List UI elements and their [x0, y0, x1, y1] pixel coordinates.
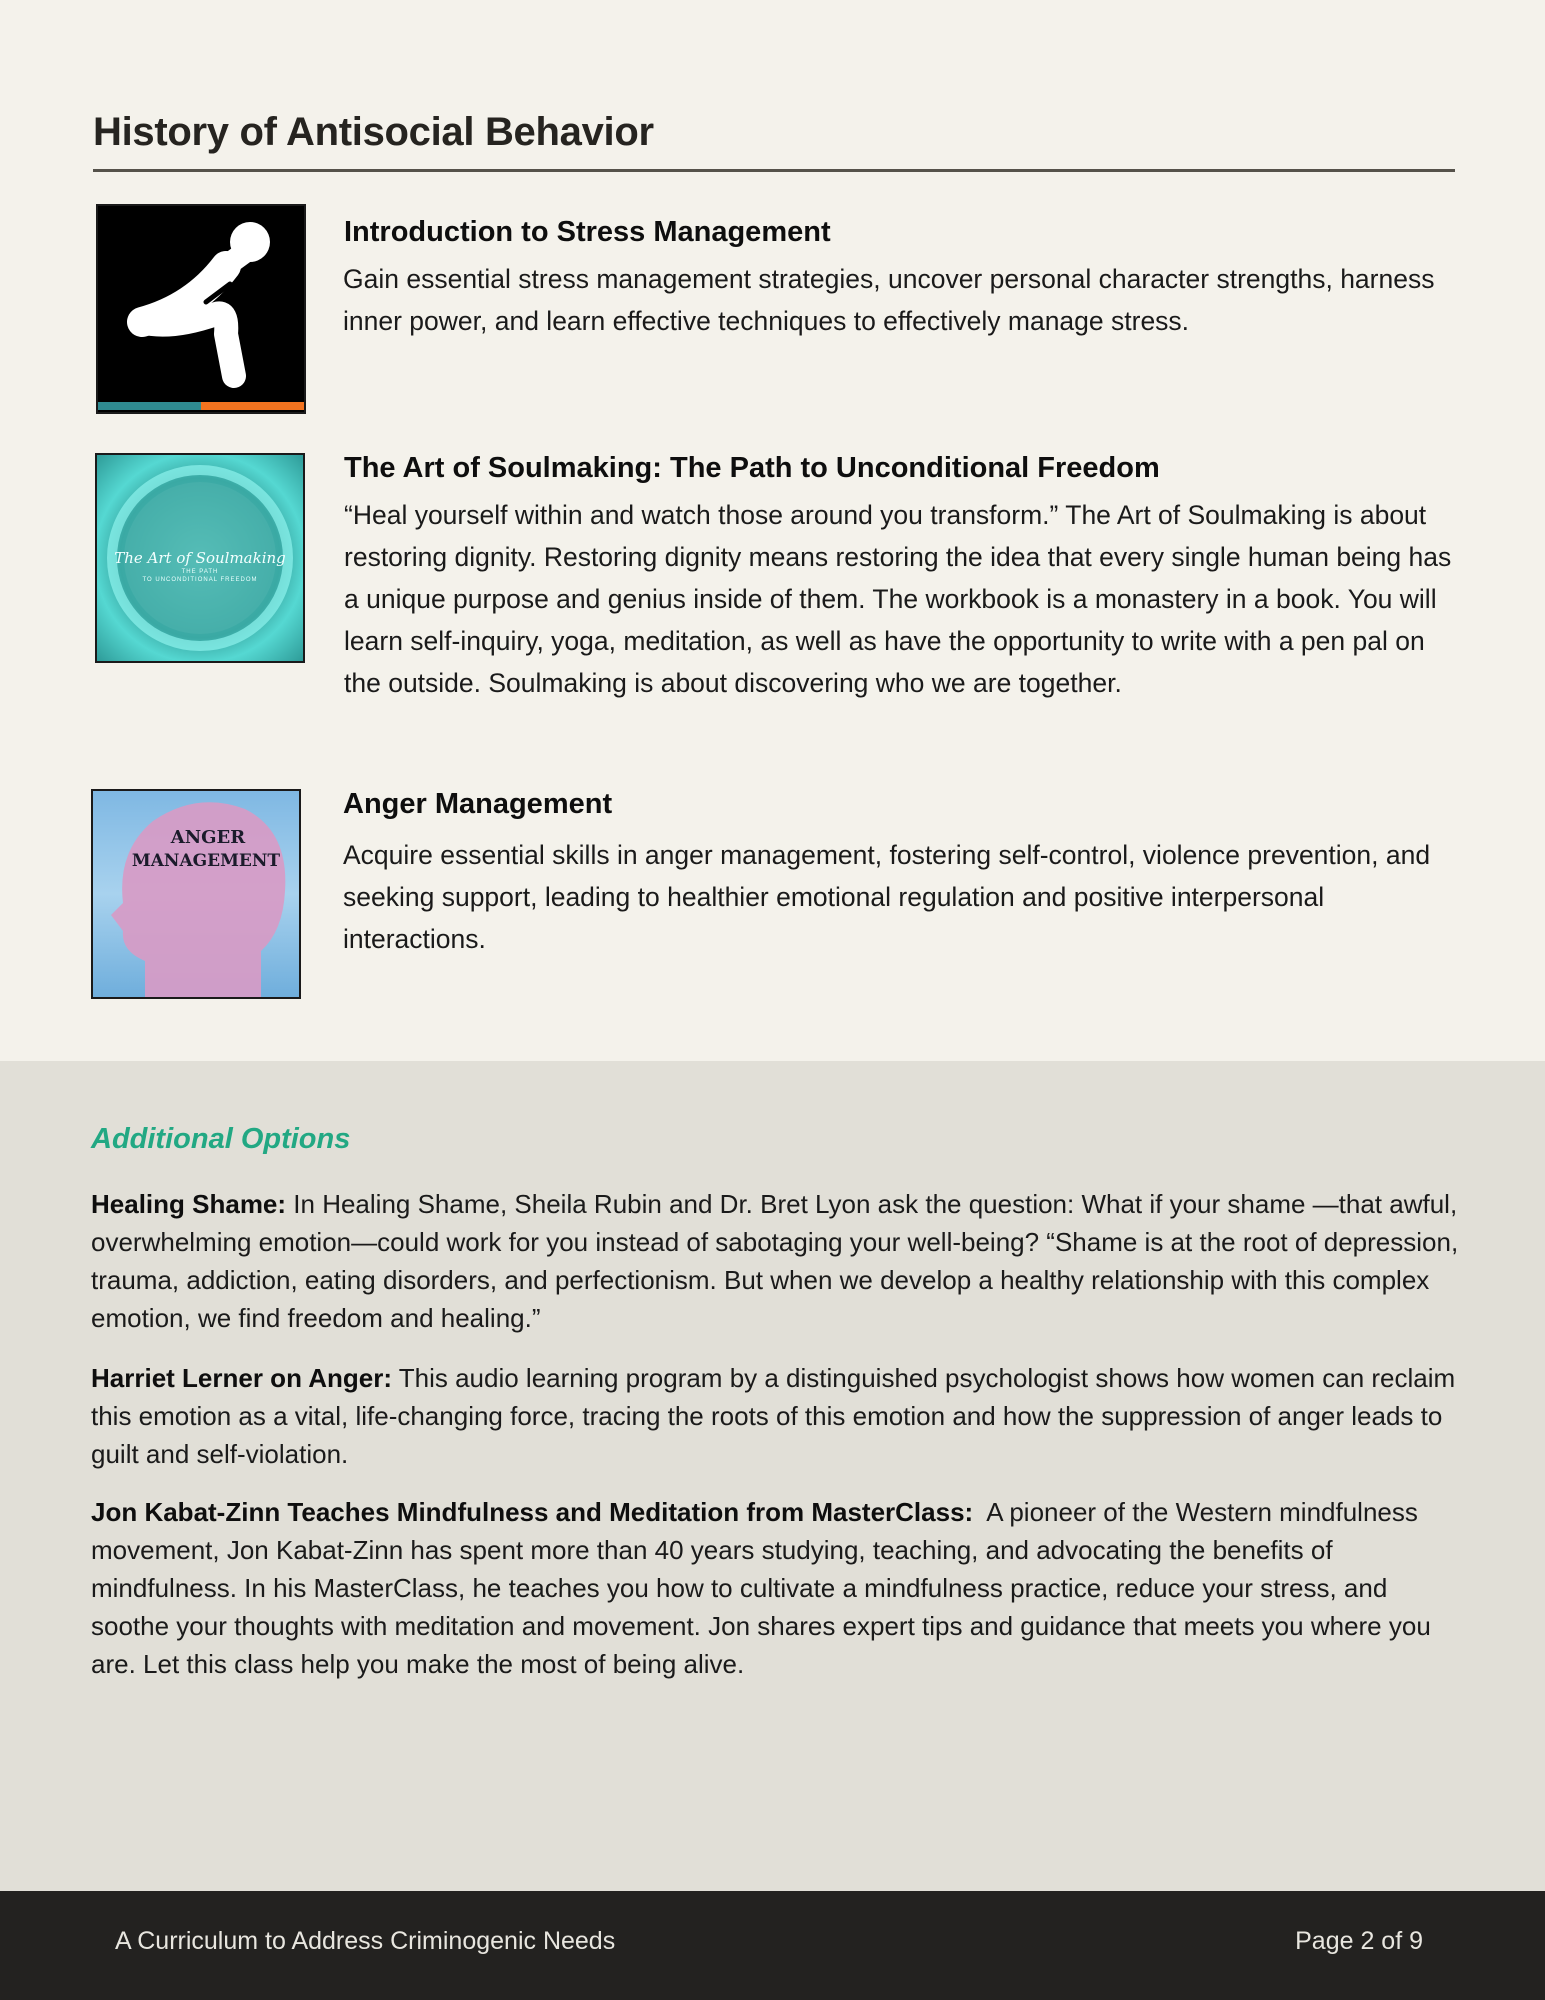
course-title: The Art of Soulmaking: The Path to Unconditional Freedom	[344, 452, 1160, 484]
option-text: This audio learning program by a distinguished psychologist shows how women can reclaim this emotion as a vital, life-changing force, tracing the roots of this emotion and how the suppression of anger leads to guilt and self-violation.	[91, 1363, 1456, 1469]
page-footer	[0, 1891, 1545, 2000]
soulmaking-thumbnail	[95, 453, 305, 663]
course-description: “Heal yourself within and watch those around you transform.” The Art of Soulmaking is about restoring dignity. Restoring dignity means restoring the idea that every single human being has a unique purpose and genius inside of them. The workbook is a monastery in a book. You will learn self-inquiry, yoga, meditation, as well as have the opportunity to write with a pen pal on the outside. Soulmaking is about discovering who we are together.	[344, 500, 1452, 698]
option-text: A pioneer of the Western mindfulness movement, Jon Kabat-Zinn has spent more than 40 years studying, teaching, and advocating the benefits of mindfulness. In his MasterClass, he teaches you how to cultivate a mindfulness practice, reduce your stress, and soothe your thoughts with meditation and movement. Jon shares expert tips and guidance that meets you where you are. Let this class help you make the most of being alive.	[91, 1497, 1439, 1679]
option-label: Healing Shame:	[91, 1189, 287, 1219]
option-item	[91, 1493, 1466, 1683]
option-item	[91, 1359, 1466, 1473]
course-description: Acquire essential skills in anger management, fostering self-control, violence prevention, and seeking support, leading to healthier emotional regulation and positive interpersonal interactions.	[343, 840, 1431, 954]
stressed-person-icon	[98, 206, 304, 412]
option-text: In Healing Shame, Sheila Rubin and Dr. Bret Lyon ask the question: What if your shame —that awful, overwhelming emotion—could work for you instead of sabotaging your well-being? “Shame is at the root of depression, trauma, addiction, eating disorders, and perfectionism. But when we develop a healthy relationship with this complex emotion, we find freedom and healing.”	[91, 1189, 1459, 1333]
section-title: History of Antisocial Behavior	[93, 110, 654, 154]
anger-management-thumbnail	[91, 789, 301, 999]
course-title: Introduction to Stress Management	[344, 216, 831, 248]
additional-options-section	[0, 1061, 1545, 1891]
soulmaking-cover-text: The Art of Soulmaking	[114, 549, 286, 567]
title-divider	[93, 169, 1455, 172]
soulmaking-cover-subtext: TO UNCONDITIONAL FREEDOM	[142, 577, 258, 583]
anger-cover-text: ANGER	[170, 827, 246, 848]
additional-options-title: Additional Options	[91, 1123, 351, 1155]
footer-page-number: Page 2 of 9	[1295, 1927, 1423, 1955]
footer-document-title: A Curriculum to Address Criminogenic Needs	[115, 1927, 616, 1955]
option-label: Harriet Lerner on Anger:	[91, 1363, 392, 1393]
soulmaking-cover-subtext: THE PATH	[181, 569, 219, 575]
course-description: Gain essential stress management strategies, uncover personal character strengths, harness inner power, and learn effective techniques to effectively manage stress.	[343, 264, 1435, 336]
option-label: Jon Kabat-Zinn Teaches Mindfulness and Meditation from MasterClass:	[91, 1497, 974, 1527]
head-silhouette-icon	[93, 791, 299, 997]
course-title: Anger Management	[343, 788, 613, 820]
anger-cover-text: MANAGEMENT	[131, 851, 281, 871]
stress-management-thumbnail	[96, 204, 306, 414]
option-item	[91, 1185, 1466, 1337]
